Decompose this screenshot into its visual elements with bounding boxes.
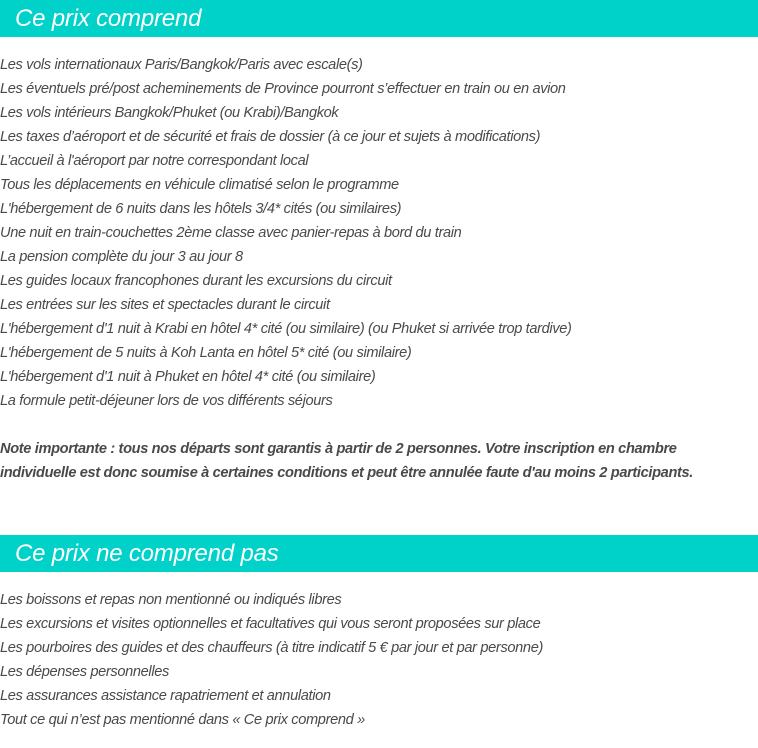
important-note: Note importante : tous nos départs sont garantis à partir de 2 personnes. Votre inscription en chambre individuelle est donc soumise à certaines conditions et peut être annulée faute d'au moins 2 participants.	[0, 441, 693, 481]
excluded-item: Les assurances assistance rapatriement et annulation	[0, 688, 331, 704]
excluded-item: Les boissons et repas non mentionné ou indiqués libres	[0, 592, 342, 608]
included-item: L'hébergement de 5 nuits à Koh Lanta en hôtel 5* cité (ou similaire)	[0, 345, 412, 361]
included-item: L’accueil à l'aéroport par notre correspondant local	[0, 153, 309, 169]
included-item: Les taxes d’aéroport et de sécurité et frais de dossier (à ce jour et sujets à modifications)	[0, 129, 541, 145]
included-item: Les guides locaux francophones durant les excursions du circuit	[0, 273, 392, 289]
included-item: Une nuit en train-couchettes 2ème classe avec panier-repas à bord du train	[0, 225, 462, 241]
excluded-item: Les pourboires des guides et des chauffeurs (à titre indicatif 5 € par jour et par personne)	[0, 640, 543, 656]
included-item: Tous les déplacements en véhicule climatisé selon le programme	[0, 177, 399, 193]
excluded-item: Les dépenses personnelles	[0, 664, 169, 680]
excluded-items-list	[0, 588, 543, 732]
included-items-list	[0, 53, 572, 413]
included-item: Les entrées sur les sites et spectacles durant le circuit	[0, 297, 330, 313]
included-item: L'hébergement de 6 nuits dans les hôtels 3/4* cités (ou similaires)	[0, 201, 402, 217]
included-item: La formule petit-déjeuner lors de vos différents séjours	[0, 393, 333, 409]
included-item: L'hébergement d'1 nuit à Phuket en hôtel 4* cité (ou similaire)	[0, 369, 376, 385]
included-section-title: Ce prix comprend	[15, 5, 202, 32]
excluded-section-header	[0, 535, 758, 572]
included-item: La pension complète du jour 3 au jour 8	[0, 249, 243, 265]
included-section-header	[0, 0, 758, 37]
included-item: L'hébergement d'1 nuit à Krabi en hôtel 4* cité (ou similaire) (ou Phuket si arrivée trop tardive)	[0, 321, 572, 337]
excluded-section-title: Ce prix ne comprend pas	[15, 540, 279, 567]
included-item: Les vols internationaux Paris/Bangkok/Paris avec escale(s)	[0, 57, 363, 73]
included-item: Les vols intérieurs Bangkok/Phuket (ou Krabi)/Bangkok	[0, 105, 339, 121]
excluded-item: Tout ce qui n’est pas mentionné dans « Ce prix comprend »	[0, 712, 365, 728]
included-item: Les éventuels pré/post acheminements de Province pourront s’effectuer en train ou en avion	[0, 81, 566, 97]
excluded-item: Les excursions et visites optionnelles et facultatives qui vous seront proposées sur place	[0, 616, 541, 632]
